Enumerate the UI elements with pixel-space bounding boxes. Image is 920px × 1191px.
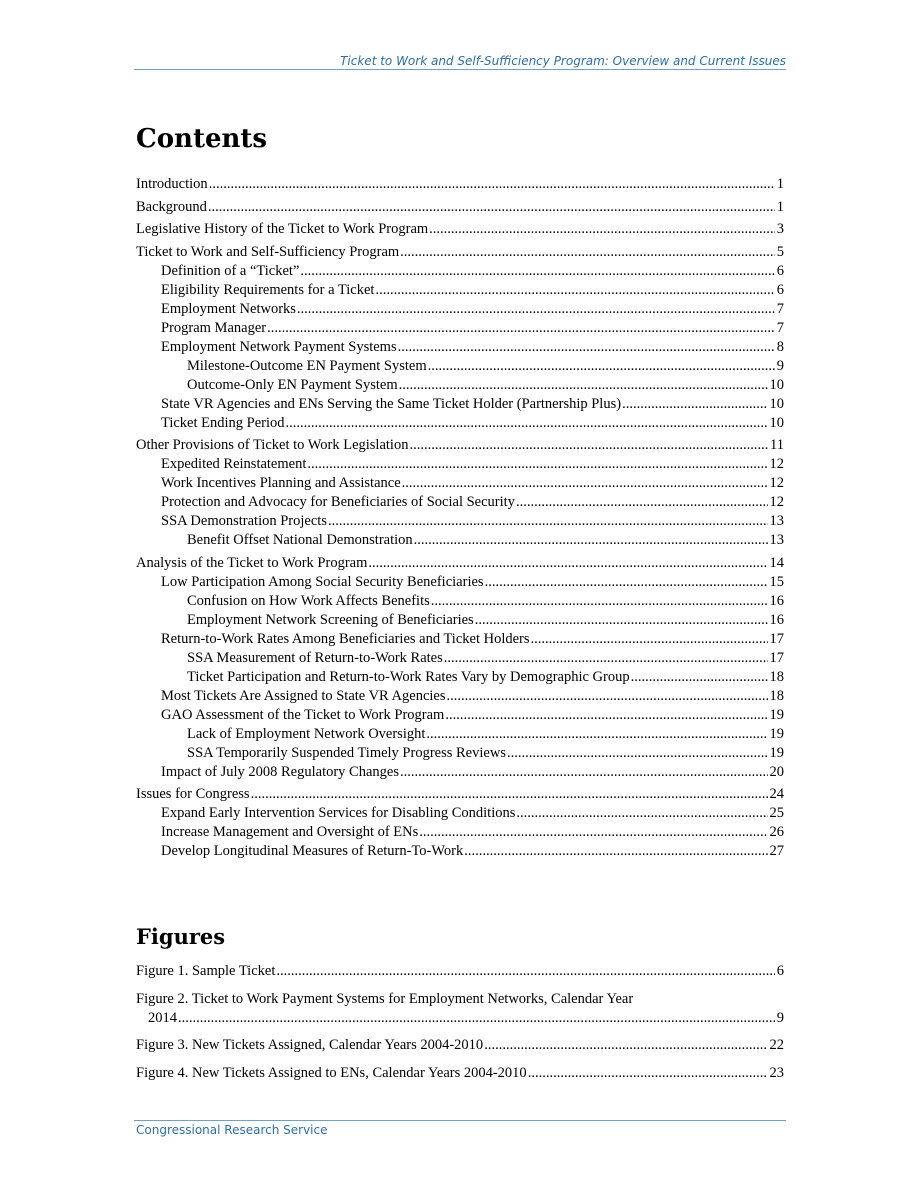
toc-entry-page: 1 (776, 176, 784, 192)
toc-entry-title: Other Provisions of Ticket to Work Legislation (136, 437, 409, 453)
figures-list (136, 962, 784, 1083)
dot-leader (251, 785, 768, 804)
toc-entry[interactable] (136, 175, 784, 194)
figure-entry-title: Figure 1. Sample Ticket (136, 963, 276, 979)
toc-entry[interactable] (136, 414, 784, 433)
toc-entry-title: Most Tickets Are Assigned to State VR Agencies (161, 687, 446, 704)
toc-entry-title: Program Manager (161, 319, 267, 336)
figure-entry-title: Figure 4. New Tickets Assigned to ENs, Calendar Years 2004-2010 (136, 1064, 527, 1081)
contents-list (136, 175, 784, 861)
toc-entry[interactable] (136, 262, 784, 281)
toc-entry-page: 17 (769, 649, 784, 666)
toc-entry[interactable] (136, 725, 784, 744)
toc-entry-page: 7 (776, 319, 784, 336)
toc-entry-page: 14 (769, 554, 784, 571)
toc-entry-page: 12 (769, 456, 784, 472)
toc-entry-page: 11 (770, 437, 784, 453)
footer-rule (134, 1120, 786, 1121)
toc-entry[interactable] (136, 592, 784, 611)
toc-entry-title: State VR Agencies and ENs Serving the Same Ticket Holder (Partnership Plus) (161, 395, 622, 412)
toc-entry-title: Ticket Participation and Return-to-Work Rates Vary by Demographic Group (187, 668, 630, 685)
toc-entry-page: 13 (769, 513, 784, 529)
dot-leader (178, 1009, 775, 1028)
toc-entry-page: 7 (776, 300, 784, 317)
toc-entry-title: Definition of a “Ticket” (161, 262, 300, 279)
dot-leader (464, 842, 767, 861)
figure-entry-page: 6 (776, 963, 784, 979)
toc-entry[interactable] (136, 531, 784, 550)
toc-entry[interactable] (136, 455, 784, 474)
dot-leader (300, 262, 774, 281)
dot-leader (399, 376, 768, 395)
toc-entry-title: Expand Early Intervention Services for Disabling Conditions (161, 805, 516, 821)
toc-entry-title: Benefit Offset National Demonstration (187, 532, 413, 548)
header-rule (134, 69, 786, 70)
toc-entry-page: 8 (776, 338, 784, 355)
toc-entry[interactable] (136, 281, 784, 300)
dot-leader (429, 220, 775, 239)
toc-entry-page: 12 (769, 494, 784, 510)
toc-entry-page: 19 (769, 725, 784, 742)
dot-leader (409, 436, 768, 455)
dot-leader (419, 823, 767, 842)
figure-entry-page: 22 (769, 1037, 784, 1053)
dot-leader (431, 592, 768, 611)
toc-entry-page: 16 (769, 592, 784, 609)
toc-entry-title: Expedited Reinstatement (161, 456, 307, 472)
dot-leader (485, 573, 768, 592)
toc-entry-title: Confusion on How Work Affects Benefits (187, 592, 430, 609)
toc-entry-title: Analysis of the Ticket to Work Program (136, 554, 368, 571)
figure-entry-title: Figure 3. New Tickets Assigned, Calendar Years 2004-2010 (136, 1037, 484, 1053)
toc-entry-title: GAO Assessment of the Ticket to Work Program (161, 706, 445, 723)
toc-entry-page: 6 (776, 262, 784, 279)
toc-entry-title: Introduction (136, 176, 208, 192)
toc-entry-page: 25 (769, 805, 784, 821)
toc-entry-title: Return-to-Work Rates Among Beneficiaries and Ticket Holders (161, 630, 530, 647)
contents-heading: Contents (136, 124, 268, 154)
toc-entry-title: Ticket to Work and Self-Sufficiency Program (136, 243, 400, 260)
toc-entry-page: 24 (769, 786, 784, 802)
dot-leader (516, 804, 767, 823)
toc-entry-title: Develop Longitudinal Measures of Return-To-Work (161, 843, 464, 859)
toc-entry[interactable] (136, 220, 784, 239)
toc-entry-page: 13 (769, 532, 784, 548)
footer-source: Congressional Research Service (136, 1123, 328, 1137)
toc-entry-page: 27 (769, 843, 784, 859)
figure-entry[interactable] (136, 962, 784, 981)
toc-entry[interactable] (136, 763, 784, 782)
toc-entry-page: 3 (776, 221, 784, 237)
dot-leader (328, 512, 768, 531)
toc-entry[interactable] (136, 357, 784, 376)
dot-leader (276, 962, 774, 981)
toc-entry-page: 20 (769, 763, 784, 780)
toc-entry-title: Work Incentives Planning and Assistance (161, 475, 401, 491)
toc-entry[interactable] (136, 649, 784, 668)
toc-entry-title: Employment Networks (161, 300, 296, 317)
toc-entry-title: Increase Management and Oversight of ENs (161, 824, 419, 840)
figure-entry[interactable] (136, 990, 784, 1028)
toc-entry-page: 6 (776, 281, 784, 298)
toc-entry-title: Protection and Advocacy for Beneficiaries of Social Security (161, 494, 515, 510)
toc-entry-title: Ticket Ending Period (161, 414, 285, 431)
toc-entry-page: 15 (769, 573, 784, 590)
dot-leader (631, 668, 768, 687)
dot-leader (209, 175, 775, 194)
toc-entry[interactable] (136, 842, 784, 861)
figure-entry-page: 9 (776, 1009, 784, 1026)
dot-leader (447, 687, 768, 706)
figure-entry-title-cont: 2014 (148, 1009, 177, 1026)
toc-entry-title: Outcome-Only EN Payment System (187, 376, 398, 393)
toc-entry[interactable] (136, 493, 784, 512)
dot-leader (375, 281, 774, 300)
toc-entry[interactable] (136, 744, 784, 763)
toc-entry-page: 16 (769, 611, 784, 628)
toc-entry-page: 18 (769, 668, 784, 685)
dot-leader (286, 414, 768, 433)
toc-entry[interactable] (136, 474, 784, 493)
toc-entry[interactable] (136, 300, 784, 319)
toc-entry[interactable] (136, 243, 784, 262)
toc-entry-title: Legislative History of the Ticket to Work Program (136, 221, 429, 237)
dot-leader (622, 395, 767, 414)
dot-leader (414, 531, 768, 550)
dot-leader (516, 493, 768, 512)
toc-entry-title: Eligibility Requirements for a Ticket (161, 281, 375, 298)
dot-leader (267, 319, 775, 338)
toc-entry-title: SSA Demonstration Projects (161, 513, 327, 529)
toc-entry-title: Employment Network Payment Systems (161, 338, 397, 355)
dot-leader (400, 763, 768, 782)
dot-leader (531, 630, 768, 649)
toc-entry-title: Background (136, 198, 207, 215)
toc-entry[interactable] (136, 376, 784, 395)
toc-entry[interactable] (136, 668, 784, 687)
toc-entry[interactable] (136, 436, 784, 455)
figure-entry-page: 23 (769, 1064, 784, 1081)
toc-entry-title: Employment Network Screening of Beneficiaries (187, 611, 474, 628)
toc-entry[interactable] (136, 554, 784, 573)
dot-leader (484, 1036, 767, 1055)
toc-entry[interactable] (136, 395, 784, 414)
toc-entry[interactable] (136, 512, 784, 531)
dot-leader (398, 338, 775, 357)
dot-leader (402, 474, 768, 493)
toc-entry-title: Impact of July 2008 Regulatory Changes (161, 763, 399, 780)
toc-entry[interactable] (136, 573, 784, 592)
toc-entry-page: 10 (769, 376, 784, 393)
dot-leader (368, 554, 767, 573)
toc-entry[interactable] (136, 630, 784, 649)
toc-entry-page: 1 (776, 198, 784, 215)
figure-entry-title: Figure 2. Ticket to Work Payment Systems for Employment Networks, Calendar Year (136, 990, 634, 1007)
toc-entry[interactable] (136, 706, 784, 725)
dot-leader (426, 725, 767, 744)
dot-leader (307, 455, 767, 474)
toc-entry-page: 17 (769, 630, 784, 647)
toc-entry[interactable] (136, 823, 784, 842)
toc-entry[interactable] (136, 785, 784, 804)
dot-leader (400, 243, 775, 262)
dot-leader (297, 300, 775, 319)
dot-leader (475, 611, 768, 630)
figure-entry[interactable] (136, 1064, 784, 1083)
toc-entry[interactable] (136, 687, 784, 706)
toc-entry[interactable] (136, 319, 784, 338)
toc-entry[interactable] (136, 338, 784, 357)
dot-leader (445, 706, 767, 725)
dot-leader (428, 357, 775, 376)
toc-entry-title: Milestone-Outcome EN Payment System (187, 357, 427, 374)
toc-entry-page: 19 (769, 744, 784, 761)
dot-leader (444, 649, 768, 668)
toc-entry-title: SSA Measurement of Return-to-Work Rates (187, 649, 443, 666)
dot-leader (528, 1064, 768, 1083)
toc-entry-page: 10 (769, 395, 784, 412)
figures-heading: Figures (136, 924, 226, 949)
toc-entry-title: Issues for Congress (136, 786, 250, 802)
toc-entry[interactable] (136, 611, 784, 630)
toc-entry-page: 26 (769, 824, 784, 840)
dot-leader (507, 744, 768, 763)
toc-entry-page: 9 (776, 357, 784, 374)
figure-entry[interactable] (136, 1036, 784, 1055)
toc-entry-title: Low Participation Among Social Security Beneficiaries (161, 573, 484, 590)
toc-entry-page: 19 (769, 706, 784, 723)
toc-entry-page: 10 (769, 414, 784, 431)
figure-entry-continuation (136, 1009, 784, 1028)
dot-leader (208, 198, 775, 217)
toc-entry-page: 18 (769, 687, 784, 704)
toc-entry[interactable] (136, 198, 784, 217)
toc-entry-page: 12 (769, 475, 784, 491)
toc-entry[interactable] (136, 804, 784, 823)
toc-entry-title: SSA Temporarily Suspended Timely Progress Reviews (187, 744, 506, 761)
toc-entry-title: Lack of Employment Network Oversight (187, 725, 426, 742)
toc-entry-page: 5 (776, 243, 784, 260)
running-header: Ticket to Work and Self-Sufficiency Program: Overview and Current Issues (340, 54, 786, 68)
